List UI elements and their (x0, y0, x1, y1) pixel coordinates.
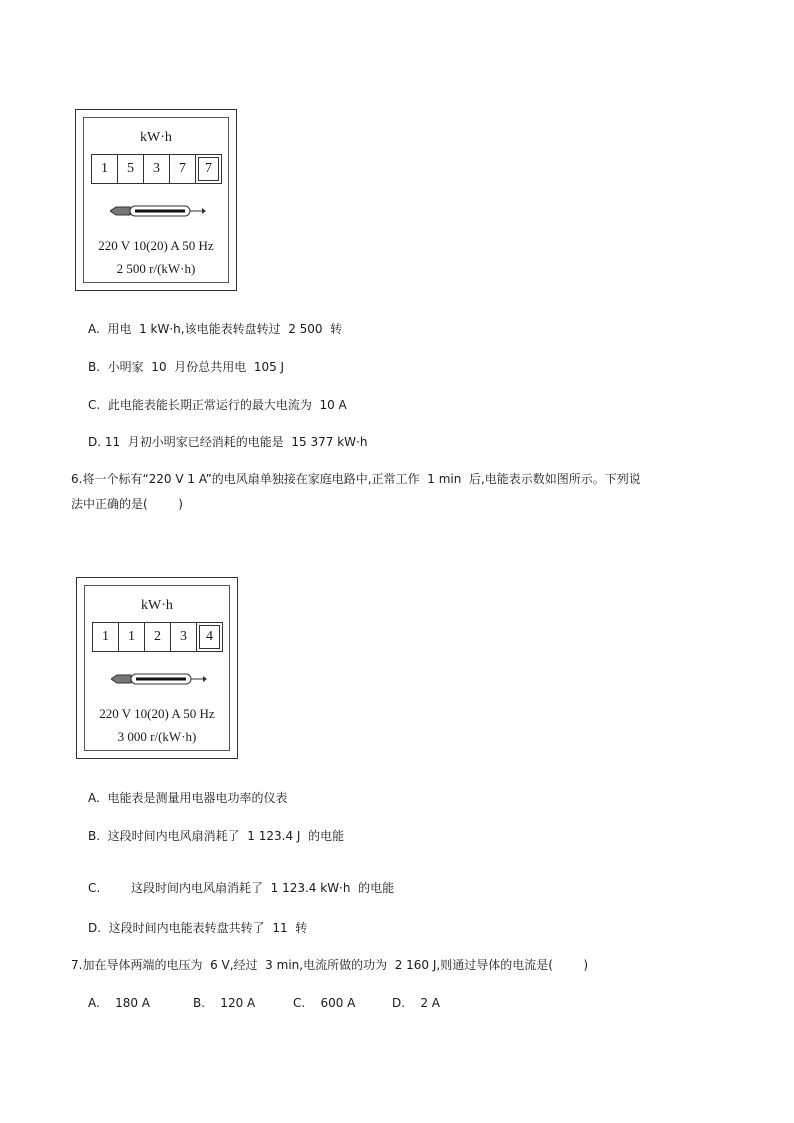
meter-digits (92, 622, 222, 652)
meter-rating: 220 V 10(20) A 50 Hz (98, 238, 214, 253)
q5-option-d: D. 11 月初小明家已经消耗的电能是 15 377 kW·h (88, 435, 368, 449)
q6-option-d: D. 这段时间内电能表转盘共转了 11 转 (88, 921, 308, 935)
meter-digit: 1 (118, 622, 145, 652)
meter-digit: 1 (92, 622, 119, 652)
meter-revolution-constant: 3 000 r/(kW·h) (117, 729, 197, 744)
q6-stem-line-1: 6.将一个标有“220 V 1 A”的电风扇单独接在家庭电路中,正常工作 1 min 后,电能表示数如图所示。下列说 (71, 472, 641, 486)
meter-digit-decimal: 4 (196, 622, 223, 652)
meter-digit: 5 (117, 154, 144, 184)
q5-option-a: A. 用电 1 kW·h,该电能表转盘转过 2 500 转 (88, 322, 343, 336)
meter-revolution-constant: 2 500 r/(kW·h) (116, 261, 196, 276)
q5-option-c: C. 此电能表能长期正常运行的最大电流为 10 A (88, 398, 347, 412)
q6-option-c-text: 这段时间内电风扇消耗了 1 123.4 kW·h 的电能 (131, 881, 395, 895)
electric-meter-figure-1 (75, 109, 237, 291)
q7-option-b: B. 120 A (193, 996, 256, 1010)
meter-unit: kW·h (140, 130, 172, 145)
meter-digits (91, 154, 221, 184)
meter-digit: 3 (170, 622, 197, 652)
meter-frame (83, 117, 229, 283)
meter-digit: 3 (143, 154, 170, 184)
electric-meter-figure-2 (76, 577, 238, 759)
meter-digit: 1 (91, 154, 118, 184)
q6-option-b: B. 这段时间内电风扇消耗了 1 123.4 J 的电能 (88, 829, 345, 843)
meter-rating: 220 V 10(20) A 50 Hz (99, 706, 215, 721)
q6-option-c-label: C. (88, 881, 101, 895)
meter-frame (84, 585, 230, 751)
q6-stem-line-2: 法中正确的是( ) (71, 497, 183, 511)
rotating-disc-icon (111, 672, 207, 686)
q7-option-c: C. 600 A (293, 996, 356, 1010)
meter-unit: kW·h (141, 598, 173, 613)
meter-digit-decimal: 7 (195, 154, 222, 184)
rotating-disc-icon (110, 204, 206, 218)
q7-option-d: D. 2 A (392, 996, 440, 1010)
meter-digit: 7 (169, 154, 196, 184)
q5-option-b: B. 小明家 10 月份总共用电 105 J (88, 360, 285, 374)
meter-digit: 2 (144, 622, 171, 652)
q7-stem: 7.加在导体两端的电压为 6 V,经过 3 min,电流所做的功为 2 160 J,则通过导体的电流是( ) (71, 958, 589, 972)
q6-option-a: A. 电能表是测量用电器电功率的仪表 (88, 791, 288, 805)
q7-option-a: A. 180 A (88, 996, 150, 1010)
